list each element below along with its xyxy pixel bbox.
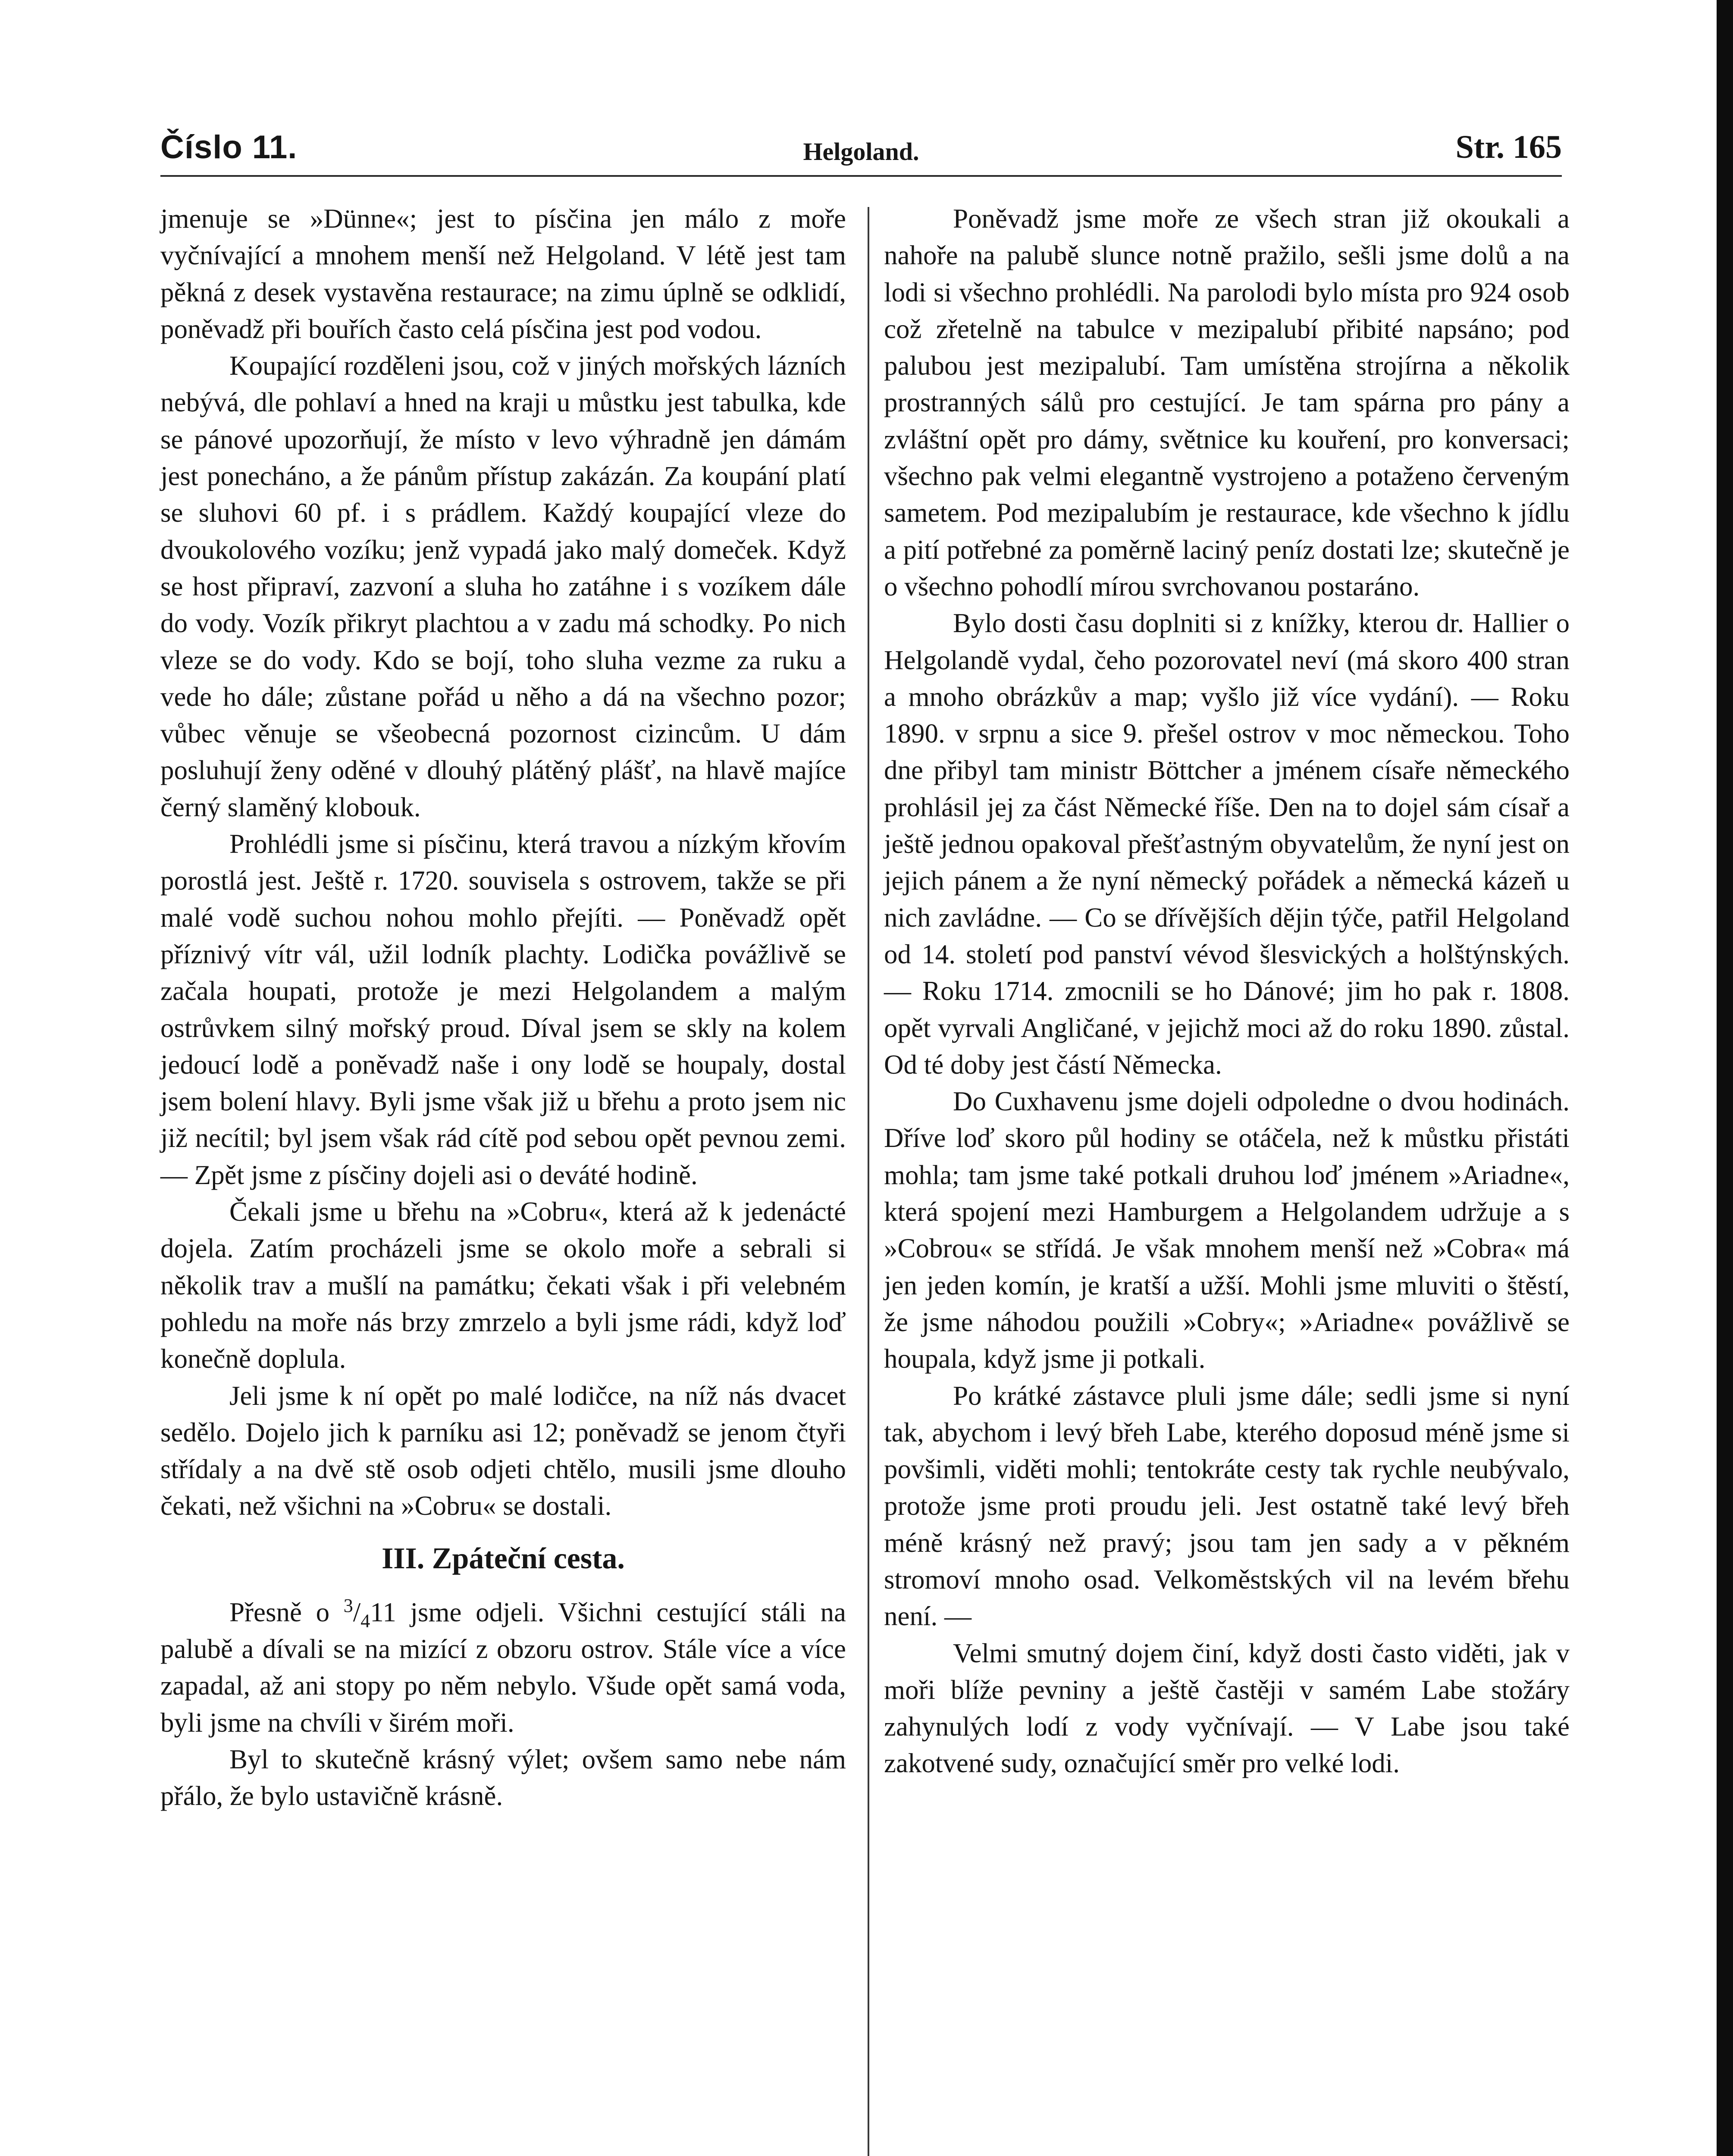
fraction-numerator: 3 <box>343 1595 353 1616</box>
paragraph: Bylo dosti času doplniti si z knížky, kterou dr. Hallier o Helgolandě vydal, čeho pozorovatel neví (má skoro 400 stran a mnoho obrázkův a map; vyšlo již více vydání). — Roku 1890. v srpnu a sice 9. přešel ostrov v moc německou. Toho dne přibyl tam ministr Böttcher a jménem císaře německého prohlásil jej za část Německé říše. Den na to dojel sám císař a ještě jednou opakoval přešťastným obyvatelům, že nyní jest on jejich pánem a že nyní německý pořádek a německá kázeň u nich zavládne. — Co se dřívějších dějin týče, patřil Helgoland od 14. století pod panství vévod šlesvických a holštýnských. — Roku 1714. zmocnili se ho Dánové; jim ho pak r. 1808. opět vyrvali Angličané, v jejichž moci až do roku 1890. zůstal. Od té doby jest částí Německa. <box>884 608 1570 1080</box>
running-title: Helgoland. <box>803 138 919 166</box>
right-column <box>884 201 1570 1782</box>
header-rule <box>160 175 1562 177</box>
paragraph: Poněvadž jsme moře ze všech stran již okoukali a nahoře na palubě slunce notně pražilo, sešli jsme dolů a na lodi si všechno prohlédli. Na parolodi bylo místa pro 924 osob což zřetelně na tabulce v mezipalubí přibité napsáno; pod palubou jest mezipalubí. Tam umístěna strojírna a několik prostranných sálů pro cestující. Je tam spárna pro pány a zvláštní opět pro dámy, světnice ku kouření, pro konversaci; všechno pak velmi elegantně vystrojeno a potaženo červeným sametem. Pod mezipalubím je restaurace, kde všechno k jídlu a pití potřebné za poměrně laciný peníz dostati lze; skutečně je o všechno pohodlí mírou svrchovanou postaráno. <box>884 204 1570 602</box>
issue-number: Číslo 11. <box>160 129 298 166</box>
paragraph: Byl to skutečně krásný výlet; ovšem samo nebe nám přálo, že bylo ustavičně krásně. <box>160 1744 846 1811</box>
paragraph: Jeli jsme k ní opět po malé lodičce, na níž nás dvacet sedělo. Dojelo jich k parníku asi 12; poněvadž se jenom čtyři střídaly a na dvě stě osob odjeti chtělo, musili jsme dlouho čekati, než všichni na »Cobru« se dostali. <box>160 1380 846 1521</box>
paragraph: Čekali jsme u břehu na »Cobru«, která až k jedenácté dojela. Zatím procházeli jsme se okolo moře a sebrali si několik trav a mušlí na památku; čekati však i při velebném pohledu na moře nás brzy zmrzelo a byli jsme rádi, když loď konečně doplula. <box>160 1197 846 1374</box>
paragraph: Do Cuxhavenu jsme dojeli odpoledne o dvou hodinách. Dříve loď skoro půl hodiny se otáčela, než k můstku přistáti mohla; tam jsme také potkali druhou loď jménem »Ariadne«, která spojení mezi Hamburgem a Helgolandem udržuje a s »Cobrou« se střídá. Je však mnohem menší než »Cobra« má jen jeden komín, je kratší a užší. Mohli jsme mluviti o štěstí, že jsme náhodou použili »Cobry«; »Ariadne« povážlivě se houpala, když jsme ji potkali. <box>884 1086 1570 1374</box>
left-column <box>160 201 846 1814</box>
paragraph: Po krátké zástavce pluli jsme dále; sedli jsme si nyní tak, abychom i levý břeh Labe, kterého doposud méně jsme si povšimli, viděti mohli; tentokráte cesty tak rychle neubývalo, protože jsme proti proudu jeli. Jest ostatně také levý břeh méně krásný než pravý; jsou tam jen sady a v pěkném stromoví mnoho osad. Velkoměstských vil na levém břehu není. — <box>884 1380 1570 1632</box>
paragraph: jmenuje se »Dünne«; jest to písčina jen málo z moře vyčnívající a mnohem menší než Helgoland. V létě jest tam pěkná z desek vystavěna restaurace; na zimu úplně se odklidí, poněvadž při bouřích často celá písčina jest pod vodou. <box>160 204 846 344</box>
page-header <box>160 125 1562 177</box>
scan-border-edge <box>1717 0 1733 2156</box>
paragraph: Koupající rozděleni jsou, což v jiných mořských lázních nebývá, dle pohlaví a hned na kraji u můstku jest tabulka, kde se pánové upozorňují, že místo v levo výhradně jen dámám jest ponecháno, a že pánům přístup zakázán. Za koupání platí se sluhovi 60 pf. i s prádlem. Každý koupající vleze do dvoukolového vozíku; jenž vypadá jako malý domeček. Když se host připraví, zazvoní a sluha ho zatáhne i s vozíkem dále do vody. Vozík přikryt plachtou a v zadu má schodky. Po nich vleze se do vody. Kdo se bojí, toho sluha vezme za ruku a vede ho dále; zůstane pořád u něho a dá na všechno pozor; vůbec věnuje se všeobecná pozornost cizincům. U dám posluhují ženy oděné v dlouhý plátěný plášť, na hlavě majíce černý slaměný klobouk. <box>160 351 846 822</box>
section-heading: III. Zpáteční cesta. <box>382 1542 625 1575</box>
fraction-denominator: 4 <box>360 1610 370 1632</box>
paragraph: Prohlédli jsme si písčinu, která travou a nízkým křovím porostlá jest. Ještě r. 1720. souvisela s ostrovem, takže se při malé vodě suchou nohou mohlo přejíti. — Poněvadž opět příznivý vítr vál, užil lodník plachty. Lodička povážlivě se začala houpati, protože je mezi Helgolandem a malým ostrůvkem silný mořský proud. Díval jsem se skly na kolem jedoucí lodě a poněvadž naše i ony lodě se houpaly, dostal jsem bolení hlavy. Byli jsme však již u břehu a proto jsem nic již necítil; byl jsem však rád cítě pod sebou opět pevnou zemi. — Zpět jsme z písčiny dojeli asi o deváté hodině. <box>160 829 846 1190</box>
paragraph: Přesně o $^3/_411$ jsme odjeli. Všichni cestující stáli na palubě a dívali se na mizící z obzoru ostrov. Stále více a více zapadal, až ani stopy po něm nebylo. Všude opět samá voda, byli jsme na chvíli v širém moři. <box>160 1595 846 1738</box>
page-number: Str. 165 <box>1455 129 1562 165</box>
paragraph: Velmi smutný dojem činí, když dosti často viděti, jak v moři blíže pevniny a ještě častěji v samém Labe stožáry zahynulých lodí z vody vyčnívají. — V Labe jsou také zakotvené sudy, označující směr pro velké lodi. <box>884 1638 1570 1779</box>
paragraph-text: 11 jsme odjeli. Všichni cestující stáli na palubě a dívali se na mizící z obzoru ostrov. Stále více a více zapadal, až ani stopy po něm nebylo. Všude opět samá voda, byli jsme na chvíli v širém moři. <box>160 1597 846 1738</box>
paragraph-text: Přesně o <box>229 1597 344 1627</box>
column-divider <box>868 207 869 2156</box>
